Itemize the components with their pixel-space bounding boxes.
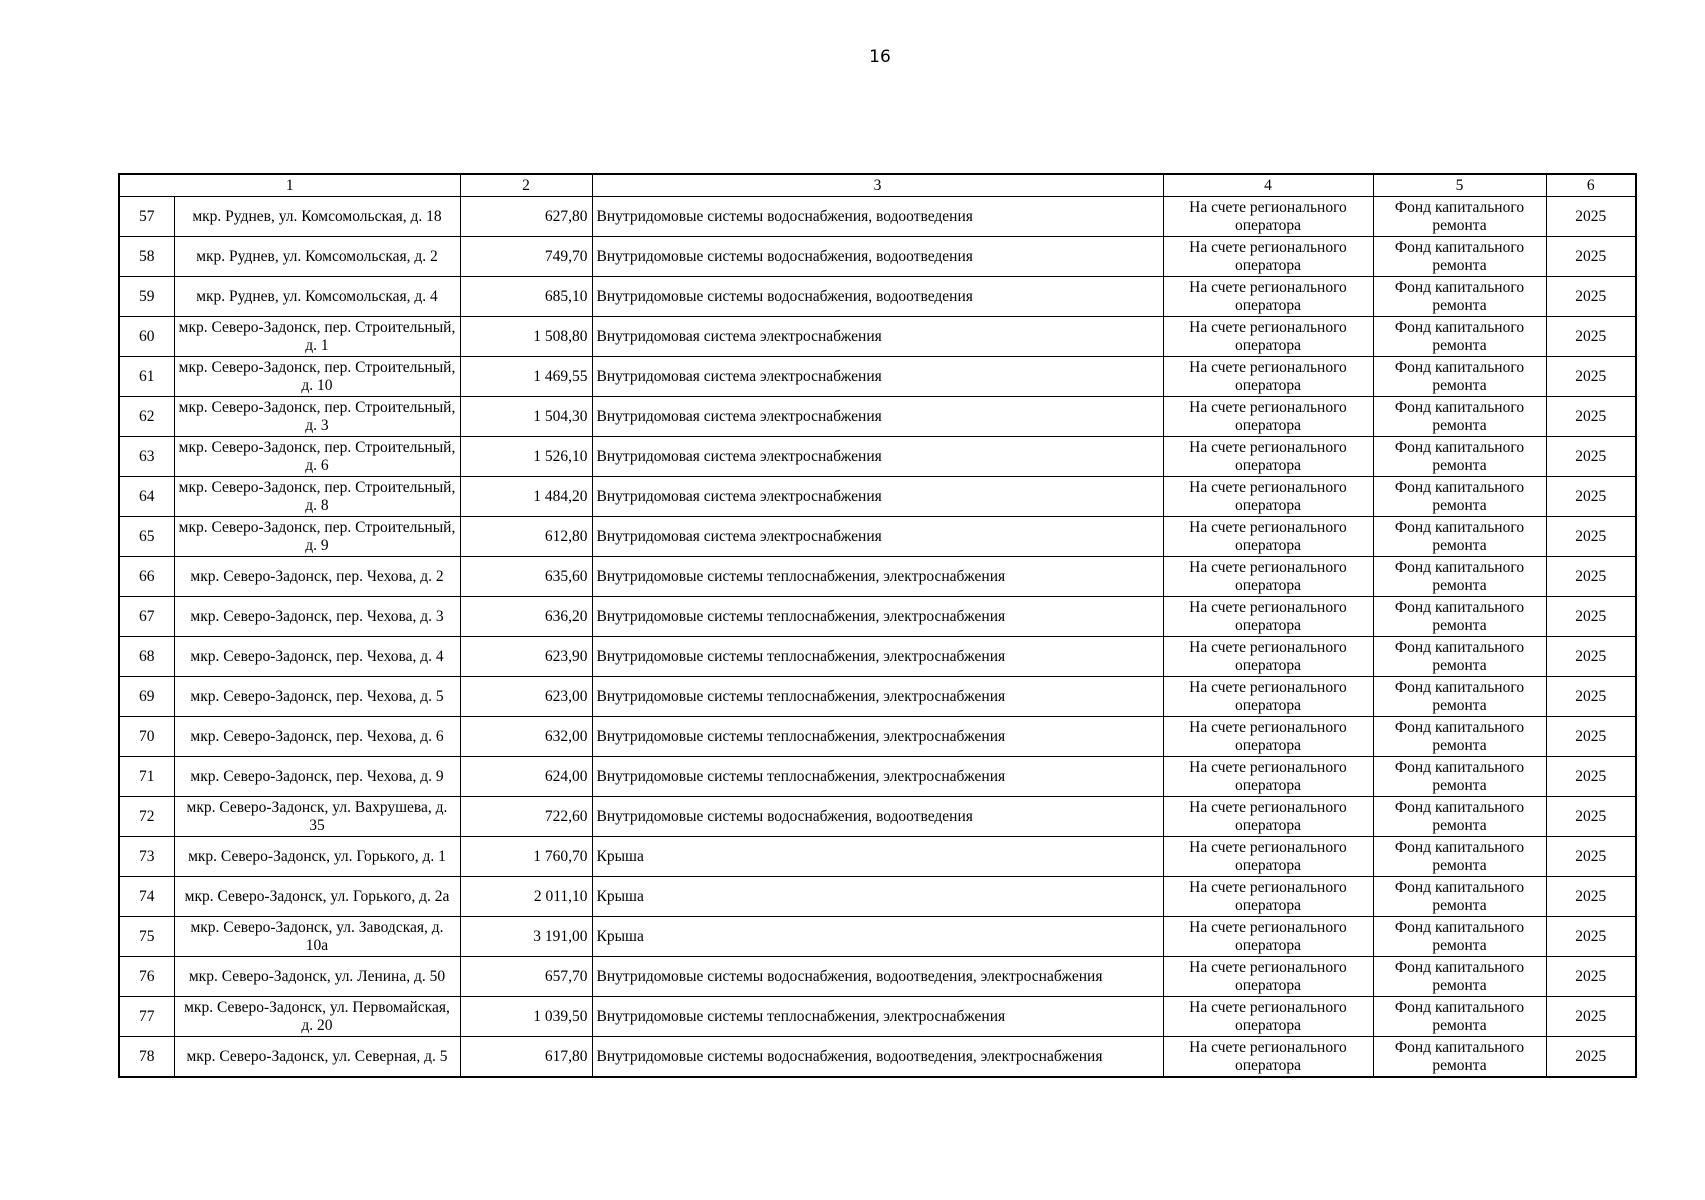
account-cell: На счете регионального оператора (1163, 197, 1373, 237)
year-cell: 2025 (1546, 717, 1636, 757)
column-header: 2 (460, 174, 592, 197)
column-header: 1 (119, 174, 460, 197)
address-cell: мкр. Северо-Задонск, пер. Чехова, д. 9 (174, 757, 460, 797)
address-cell: мкр. Северо-Задонск, пер. Чехова, д. 4 (174, 637, 460, 677)
work-type-cell: Внутридомовые системы водоснабжения, водоотведения, электроснабжения (592, 1037, 1163, 1078)
row-number: 74 (119, 877, 174, 917)
funding-source-cell: Фонд капитального ремонта (1373, 637, 1546, 677)
address-cell: мкр. Северо-Задонск, ул. Заводская, д. 10а (174, 917, 460, 957)
row-number: 59 (119, 277, 174, 317)
table-row (119, 317, 1636, 357)
area-cell: 1 504,30 (460, 397, 592, 437)
work-type-cell: Внутридомовая система электроснабжения (592, 437, 1163, 477)
work-type-cell: Внутридомовые системы теплоснабжения, электроснабжения (592, 997, 1163, 1037)
work-type-cell: Внутридомовые системы теплоснабжения, электроснабжения (592, 597, 1163, 637)
address-cell: мкр. Северо-Задонск, пер. Строительный, д. 9 (174, 517, 460, 557)
table-row (119, 477, 1636, 517)
column-number-row (119, 174, 1636, 197)
work-type-cell: Внутридомовые системы теплоснабжения, электроснабжения (592, 557, 1163, 597)
funding-source-cell: Фонд капитального ремонта (1373, 797, 1546, 837)
table-row (119, 597, 1636, 637)
row-number: 57 (119, 197, 174, 237)
address-cell: мкр. Северо-Задонск, пер. Строительный, д. 6 (174, 437, 460, 477)
address-cell: мкр. Северо-Задонск, пер. Чехова, д. 2 (174, 557, 460, 597)
funding-source-cell: Фонд капитального ремонта (1373, 1037, 1546, 1078)
column-header: 4 (1163, 174, 1373, 197)
row-number: 76 (119, 957, 174, 997)
row-number: 69 (119, 677, 174, 717)
area-cell: 722,60 (460, 797, 592, 837)
table-row (119, 797, 1636, 837)
account-cell: На счете регионального оператора (1163, 237, 1373, 277)
area-cell: 3 191,00 (460, 917, 592, 957)
table-row (119, 557, 1636, 597)
year-cell: 2025 (1546, 877, 1636, 917)
account-cell: На счете регионального оператора (1163, 517, 1373, 557)
funding-source-cell: Фонд капитального ремонта (1373, 517, 1546, 557)
address-cell: мкр. Северо-Задонск, ул. Вахрушева, д. 35 (174, 797, 460, 837)
row-number: 71 (119, 757, 174, 797)
row-number: 73 (119, 837, 174, 877)
area-cell: 2 011,10 (460, 877, 592, 917)
row-number: 62 (119, 397, 174, 437)
account-cell: На счете регионального оператора (1163, 477, 1373, 517)
funding-source-cell: Фонд капитального ремонта (1373, 237, 1546, 277)
area-cell: 1 760,70 (460, 837, 592, 877)
funding-source-cell: Фонд капитального ремонта (1373, 997, 1546, 1037)
account-cell: На счете регионального оператора (1163, 797, 1373, 837)
work-type-cell: Внутридомовые системы теплоснабжения, электроснабжения (592, 677, 1163, 717)
year-cell: 2025 (1546, 1037, 1636, 1078)
work-type-cell: Внутридомовая система электроснабжения (592, 517, 1163, 557)
account-cell: На счете регионального оператора (1163, 437, 1373, 477)
row-number: 77 (119, 997, 174, 1037)
address-cell: мкр. Северо-Задонск, ул. Северная, д. 5 (174, 1037, 460, 1078)
year-cell: 2025 (1546, 357, 1636, 397)
work-type-cell: Внутридомовые системы теплоснабжения, электроснабжения (592, 757, 1163, 797)
row-number: 75 (119, 917, 174, 957)
account-cell: На счете регионального оператора (1163, 837, 1373, 877)
area-cell: 623,00 (460, 677, 592, 717)
row-number: 78 (119, 1037, 174, 1078)
account-cell: На счете регионального оператора (1163, 957, 1373, 997)
account-cell: На счете регионального оператора (1163, 317, 1373, 357)
year-cell: 2025 (1546, 997, 1636, 1037)
work-type-cell: Крыша (592, 877, 1163, 917)
table-row (119, 437, 1636, 477)
area-cell: 617,80 (460, 1037, 592, 1078)
funding-source-cell: Фонд капитального ремонта (1373, 917, 1546, 957)
table-row (119, 397, 1636, 437)
row-number: 61 (119, 357, 174, 397)
funding-source-cell: Фонд капитального ремонта (1373, 597, 1546, 637)
funding-source-cell: Фонд капитального ремонта (1373, 197, 1546, 237)
address-cell: мкр. Северо-Задонск, пер. Строительный, д. 10 (174, 357, 460, 397)
area-cell: 612,80 (460, 517, 592, 557)
row-number: 58 (119, 237, 174, 277)
funding-source-cell: Фонд капитального ремонта (1373, 277, 1546, 317)
account-cell: На счете регионального оператора (1163, 637, 1373, 677)
work-type-cell: Внутридомовые системы водоснабжения, водоотведения (592, 797, 1163, 837)
account-cell: На счете регионального оператора (1163, 677, 1373, 717)
table-row (119, 1037, 1636, 1078)
funding-source-cell: Фонд капитального ремонта (1373, 477, 1546, 517)
funding-source-cell: Фонд капитального ремонта (1373, 957, 1546, 997)
funding-source-cell: Фонд капитального ремонта (1373, 757, 1546, 797)
funding-source-cell: Фонд капитального ремонта (1373, 837, 1546, 877)
table-row (119, 637, 1636, 677)
area-cell: 624,00 (460, 757, 592, 797)
account-cell: На счете регионального оператора (1163, 757, 1373, 797)
account-cell: На счете регионального оператора (1163, 357, 1373, 397)
page-number: 16 (869, 47, 891, 67)
address-cell: мкр. Северо-Задонск, ул. Горького, д. 2а (174, 877, 460, 917)
work-type-cell: Крыша (592, 837, 1163, 877)
area-cell: 636,20 (460, 597, 592, 637)
address-cell: мкр. Руднев, ул. Комсомольская, д. 18 (174, 197, 460, 237)
account-cell: На счете регионального оператора (1163, 877, 1373, 917)
address-cell: мкр. Северо-Задонск, пер. Строительный, д. 3 (174, 397, 460, 437)
year-cell: 2025 (1546, 277, 1636, 317)
year-cell: 2025 (1546, 957, 1636, 997)
work-type-cell: Внутридомовая система электроснабжения (592, 317, 1163, 357)
table-row (119, 837, 1636, 877)
area-cell: 657,70 (460, 957, 592, 997)
year-cell: 2025 (1546, 917, 1636, 957)
work-type-cell: Внутридомовые системы водоснабжения, водоотведения (592, 237, 1163, 277)
row-number: 70 (119, 717, 174, 757)
table-row (119, 997, 1636, 1037)
row-number: 67 (119, 597, 174, 637)
work-type-cell: Внутридомовые системы водоснабжения, водоотведения (592, 277, 1163, 317)
address-cell: мкр. Северо-Задонск, ул. Ленина, д. 50 (174, 957, 460, 997)
address-cell: мкр. Северо-Задонск, пер. Чехова, д. 3 (174, 597, 460, 637)
account-cell: На счете регионального оператора (1163, 597, 1373, 637)
account-cell: На счете регионального оператора (1163, 1037, 1373, 1078)
work-type-cell: Внутридомовые системы теплоснабжения, электроснабжения (592, 717, 1163, 757)
row-number: 72 (119, 797, 174, 837)
row-number: 63 (119, 437, 174, 477)
year-cell: 2025 (1546, 197, 1636, 237)
area-cell: 1 508,80 (460, 317, 592, 357)
year-cell: 2025 (1546, 677, 1636, 717)
table-row (119, 677, 1636, 717)
column-header: 5 (1373, 174, 1546, 197)
row-number: 65 (119, 517, 174, 557)
address-cell: мкр. Руднев, ул. Комсомольская, д. 4 (174, 277, 460, 317)
row-number: 68 (119, 637, 174, 677)
table-row (119, 277, 1636, 317)
account-cell: На счете регионального оператора (1163, 397, 1373, 437)
year-cell: 2025 (1546, 397, 1636, 437)
address-cell: мкр. Северо-Задонск, пер. Чехова, д. 6 (174, 717, 460, 757)
area-cell: 635,60 (460, 557, 592, 597)
account-cell: На счете регионального оператора (1163, 557, 1373, 597)
table-row (119, 237, 1636, 277)
address-cell: мкр. Северо-Задонск, ул. Горького, д. 1 (174, 837, 460, 877)
funding-source-cell: Фонд капитального ремонта (1373, 717, 1546, 757)
account-cell: На счете регионального оператора (1163, 277, 1373, 317)
year-cell: 2025 (1546, 317, 1636, 357)
funding-source-cell: Фонд капитального ремонта (1373, 677, 1546, 717)
table-row (119, 197, 1636, 237)
account-cell: На счете регионального оператора (1163, 917, 1373, 957)
account-cell: На счете регионального оператора (1163, 717, 1373, 757)
year-cell: 2025 (1546, 517, 1636, 557)
table-row (119, 917, 1636, 957)
area-cell: 685,10 (460, 277, 592, 317)
funding-source-cell: Фонд капитального ремонта (1373, 397, 1546, 437)
table-row (119, 877, 1636, 917)
funding-source-cell: Фонд капитального ремонта (1373, 877, 1546, 917)
year-cell: 2025 (1546, 797, 1636, 837)
area-cell: 632,00 (460, 717, 592, 757)
table-row (119, 757, 1636, 797)
area-cell: 1 526,10 (460, 437, 592, 477)
area-cell: 1 484,20 (460, 477, 592, 517)
row-number: 60 (119, 317, 174, 357)
work-type-cell: Внутридомовые системы водоснабжения, водоотведения (592, 197, 1163, 237)
work-type-cell: Внутридомовая система электроснабжения (592, 477, 1163, 517)
work-type-cell: Крыша (592, 917, 1163, 957)
row-number: 66 (119, 557, 174, 597)
funding-source-cell: Фонд капитального ремонта (1373, 557, 1546, 597)
column-header: 6 (1546, 174, 1636, 197)
table-row (119, 957, 1636, 997)
area-cell: 749,70 (460, 237, 592, 277)
year-cell: 2025 (1546, 757, 1636, 797)
work-type-cell: Внутридомовая система электроснабжения (592, 357, 1163, 397)
area-cell: 1 469,55 (460, 357, 592, 397)
funding-source-cell: Фонд капитального ремонта (1373, 317, 1546, 357)
work-type-cell: Внутридомовая система электроснабжения (592, 397, 1163, 437)
address-cell: мкр. Руднев, ул. Комсомольская, д. 2 (174, 237, 460, 277)
year-cell: 2025 (1546, 597, 1636, 637)
address-cell: мкр. Северо-Задонск, ул. Первомайская, д. 20 (174, 997, 460, 1037)
column-header: 3 (592, 174, 1163, 197)
table-row (119, 717, 1636, 757)
year-cell: 2025 (1546, 477, 1636, 517)
year-cell: 2025 (1546, 637, 1636, 677)
account-cell: На счете регионального оператора (1163, 997, 1373, 1037)
work-type-cell: Внутридомовые системы водоснабжения, водоотведения, электроснабжения (592, 957, 1163, 997)
repair-program-table (118, 173, 1637, 1078)
row-number: 64 (119, 477, 174, 517)
address-cell: мкр. Северо-Задонск, пер. Строительный, д. 1 (174, 317, 460, 357)
table-row (119, 357, 1636, 397)
address-cell: мкр. Северо-Задонск, пер. Чехова, д. 5 (174, 677, 460, 717)
area-cell: 1 039,50 (460, 997, 592, 1037)
year-cell: 2025 (1546, 237, 1636, 277)
area-cell: 623,90 (460, 637, 592, 677)
work-type-cell: Внутридомовые системы теплоснабжения, электроснабжения (592, 637, 1163, 677)
year-cell: 2025 (1546, 437, 1636, 477)
area-cell: 627,80 (460, 197, 592, 237)
funding-source-cell: Фонд капитального ремонта (1373, 437, 1546, 477)
address-cell: мкр. Северо-Задонск, пер. Строительный, д. 8 (174, 477, 460, 517)
table-row (119, 517, 1636, 557)
funding-source-cell: Фонд капитального ремонта (1373, 357, 1546, 397)
year-cell: 2025 (1546, 837, 1636, 877)
year-cell: 2025 (1546, 557, 1636, 597)
